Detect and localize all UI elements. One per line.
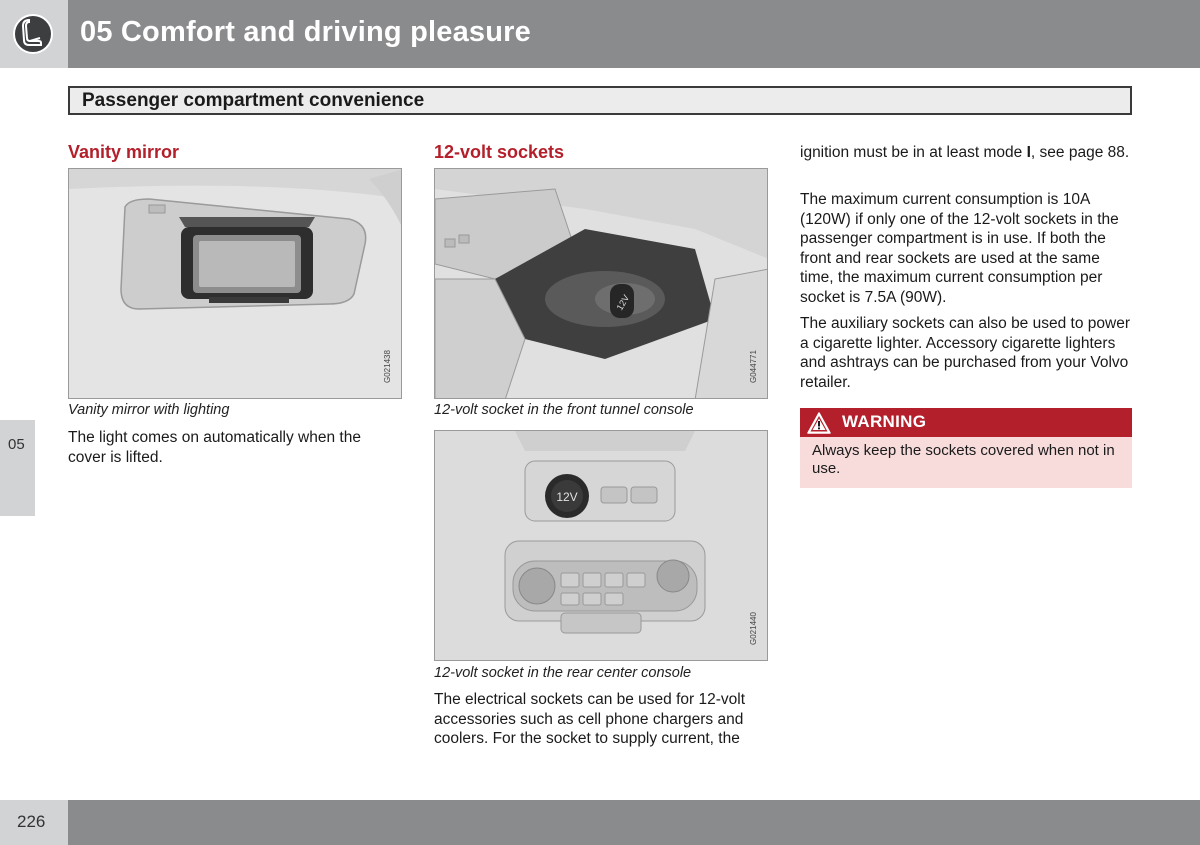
chapter-header [0,0,1200,68]
sockets-heading: 12-volt sockets [434,142,565,162]
page-footer [0,800,1200,845]
current-consumption-text: The maximum current consumption is 10A (120W) if only one of the 12-volt sockets in the passenger compartment is in use. If both the front and rear sockets are used at the same time, the maximum current consumption per socket is 7.5A (90W). [800,191,1119,306]
section-title: Passenger compartment convenience [82,90,425,111]
warning-text: Always keep the sockets covered when not in use. [812,442,1115,477]
vanity-mirror-text: The light comes on automatically when the cover is lifted. [68,429,361,466]
ignition-mode: I [1026,144,1031,161]
rear-socket-figure [434,430,768,661]
page-number-box [0,800,68,845]
front-socket-label: 12V [614,293,632,312]
vanity-mirror-heading: Vanity mirror [68,142,180,162]
warning-box [800,408,1132,488]
rear-socket-label: 12V [556,490,578,504]
figure-code: G044771 [749,350,758,383]
chapter-side-tab [0,420,35,516]
figure-code: G021440 [749,612,758,645]
warning-header [800,408,1132,437]
chapter-number: 05 [8,436,25,453]
seat-icon [13,14,53,54]
page-number: 226 [17,812,46,831]
chapter-badge [0,0,68,68]
front-socket-figure [434,168,768,399]
vanity-mirror-illustration [69,169,402,399]
chapter-title: 05 Comfort and driving pleasure [80,16,531,48]
figure-code: G021438 [383,350,392,383]
warning-triangle-icon [806,411,832,435]
vanity-mirror-figure [68,168,402,399]
section-title-bar [68,86,1132,115]
front-socket-caption: 12-volt socket in the front tunnel console [434,402,694,418]
ignition-mode-text: ignition must be in at least mode I, see page 88. [800,144,1130,161]
auxiliary-sockets-text: The auxiliary sockets can also be used to power a cigarette lighter. Accessory cigarette lighters and ashtrays can be purchased from your Volvo retailer. [800,315,1130,391]
rear-socket-illustration [435,431,768,661]
sockets-body-text: The electrical sockets can be used for 12-volt accessories such as cell phone chargers and coolers. For the socket to supply current, the [434,691,746,747]
front-socket-illustration [435,169,768,399]
rear-socket-caption: 12-volt socket in the rear center console [434,665,692,681]
vanity-mirror-caption: Vanity mirror with lighting [68,402,230,418]
warning-title: WARNING [842,412,927,431]
